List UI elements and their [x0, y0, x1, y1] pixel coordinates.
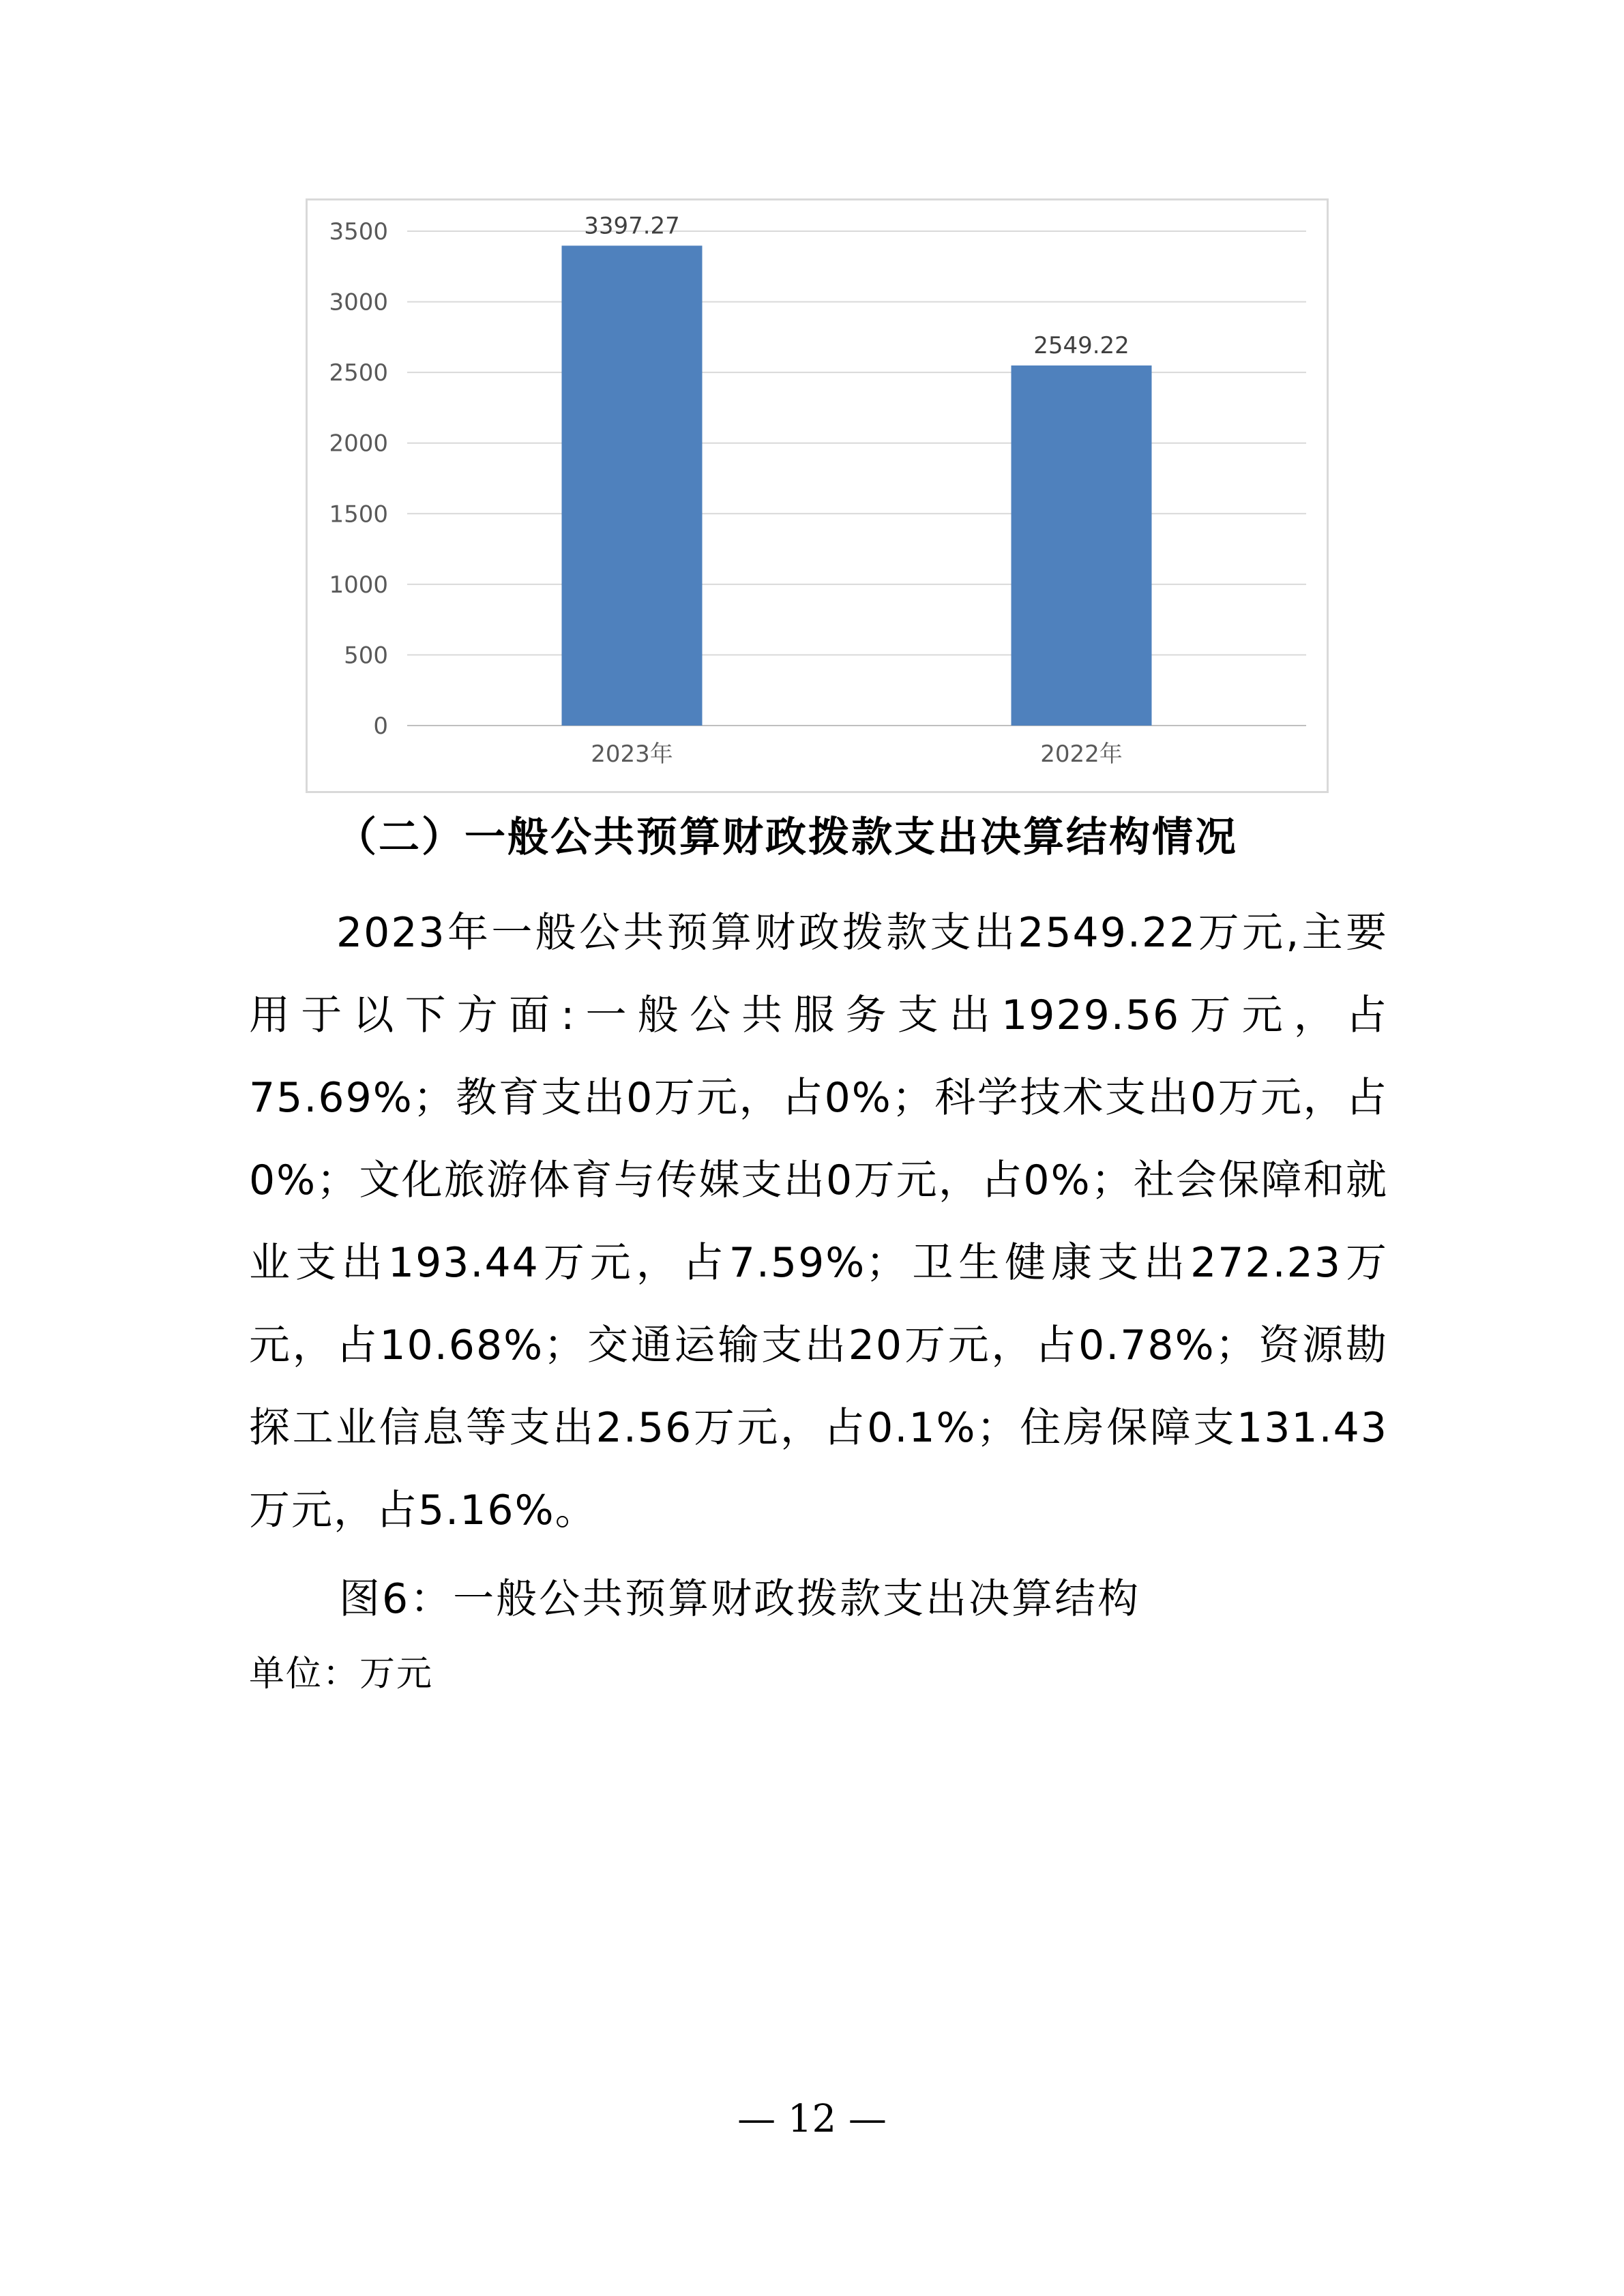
bar-chart-svg: [308, 200, 1327, 791]
x-tick-label: 2022年: [1040, 741, 1123, 768]
y-tick-label: 1500: [329, 501, 388, 528]
data-label: 2549.22: [1033, 331, 1130, 359]
y-tick-label: 3000: [329, 288, 388, 316]
data-label: 3397.27: [584, 212, 680, 240]
x-tick-label: 2023年: [591, 741, 673, 768]
y-tick-label: 1000: [329, 571, 388, 599]
bar: [1012, 366, 1152, 726]
bar: [562, 245, 703, 726]
y-tick-label: 2500: [329, 359, 388, 387]
bar-chart: [306, 198, 1329, 793]
y-tick-label: 2000: [329, 430, 388, 458]
body-paragraph: 2023年一般公共预算财政拨款支出2549.22万元,主要用于以下方面:一般公共服务支出1929.56万元，占75.69%；教育支出0万元，占0%；科学技术支出0万元，占0%；文化旅游体育与传媒支出0万元，占0%；社会保障和就业支出193.44万元，占7.59%；卫生健康支出272.23万元，占10.68%；交通运输支出20万元，占0.78%；资源勘探工业信息等支出2.56万元，占0.1%；住房保障支131.43万元，占5.16%。: [249, 909, 1388, 1534]
y-tick-label: 500: [344, 642, 388, 670]
section-heading: （二）一般公共预算财政拨款支出决算结构情况: [336, 814, 1238, 861]
y-tick-label: 3500: [329, 218, 388, 245]
page-number: — 12 —: [737, 2097, 887, 2141]
unit-label: 单位：万元: [249, 1654, 434, 1695]
y-tick-label: 0: [373, 713, 388, 740]
figure-caption: 图6：一般公共预算财政拨款支出决算结构: [339, 1575, 1141, 1623]
